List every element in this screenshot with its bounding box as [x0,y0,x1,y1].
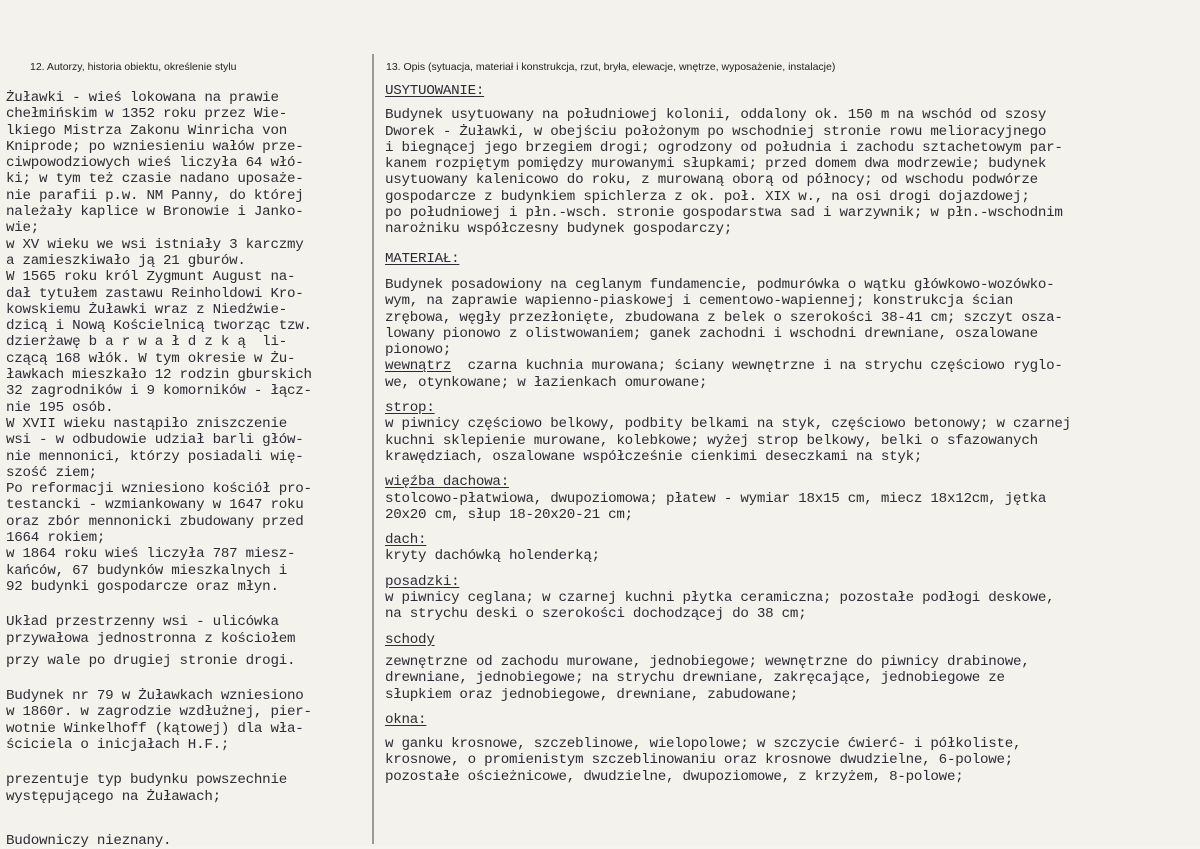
text-line: w XV wieku we wsi istniały 3 karczmy [6,236,304,253]
section-title-usytuowanie: USYTUOWANIE: [385,83,485,99]
text-line: szość ziem; [6,464,97,481]
text-line: w piwnicy ceglana; w czarnej kuchni płytka ceramiczna; pozostałe podłogi deskowe, [385,590,1055,607]
text-line: słupkiem oraz jednobiegowe, drewniane, zabudowane; [385,686,799,703]
section-title-schody: schody [385,631,435,648]
okna-text [385,736,1197,785]
text-line: 20x20 cm, słup 18-20x20-21 cm; [385,506,633,523]
text-line: ciwpowodziowych wieś liczyła 64 włó- [6,155,304,172]
text-line: prezentuje typ budynku powszechnie [6,772,287,789]
text-line: występującego na Żuławach; [6,788,221,805]
type-paragraph [6,772,368,805]
wiezba-text [385,491,1197,524]
text-line: we, otynkowane; w łazienkach omurowane; [385,374,708,391]
village-layout-paragraph [6,614,368,669]
text-line: pozostałe ościeżnicowe, dwudzielne, dwupoziomowe, z krzyżem, 8-polowe; [385,768,964,785]
schody-text [385,654,1197,703]
text-line: W 1565 roku król Zygmunt August na- [6,269,296,286]
text-line: 92 budynki gospodarcze oraz młyn. [6,578,279,595]
text-line: chełmińskim w 1352 roku przez Wie- [6,106,287,123]
text-line: 1664 rokiem; [6,530,106,547]
section-title-posadzki: posadzki: [385,573,460,590]
section-title-dach: dach: [385,532,427,549]
text-line: czącą 168 włók. W tym okresie w Żu- [6,350,296,367]
text-line: 32 zagrodników i 9 komorników - łącz- [6,383,312,400]
text-line: usytuowany kalenicowo do roku, z murowaną oborą od północy; od wschodu podwórze [385,172,1038,189]
text-line: ki; w tym też czasie nadano uposaże- [6,171,304,188]
text-line: dał tytułem zastawu Reinholdowi Kro- [6,285,304,302]
text-line: Układ przestrzenny wsi - ulicówka [6,614,279,631]
text-line: kanem rozpiętym pomiędzy murowanymi słupkami; przed domem dwa modrzewie; budynek [385,156,1047,173]
text-line: krawędziach, oszalowane współcześnie cienkimi deseczkami na styk; [385,448,923,465]
building-paragraph [6,688,368,753]
section-title-material: MATERIAŁ: [385,250,460,267]
text-line: w ganku krosnowe, szczeblinowe, wielopolowe; w szczycie ćwierć- i półkoliste, [385,736,1022,753]
inside-label: wewnątrz [385,358,452,375]
text-line: narożniku współczesny budynek gospodarczy; [385,221,733,238]
text-line: po południowej i płn.-wsch. stronie gospodarstwa sad i warzywnik; w płn.-wschodnim [385,205,1063,222]
text-line: a zamieszkiwało ją 21 gburów. [6,252,246,269]
text-line: przy wale po drugiej stronie drogi. [6,652,296,669]
section-title-wiezba: więźba dachowa: [385,474,509,491]
text-line: i biegnącej jego brzegiem drogi; ogrodzony od południa i zachodu sztachetowym par- [385,139,1063,156]
description-column [385,83,1197,785]
text-line: ławkach mieszkało 12 rodzin gburskich [6,367,312,384]
text-line: gospodarcze z budynkiem spichlerza z ok. poł. XIX w., na osi drogi dojazdowej; [385,188,1030,205]
text-line: Budynek nr 79 w Żuławkach wzniesiono [6,688,304,705]
text-line: kuchni sklepienie murowane, kolebkowe; wyżej strop belkowy, belki o sfazowanych [385,432,1038,449]
text-line: wsi - w odbudowie udział barli głów- [6,432,304,449]
text-line: zrębowa, węgły przezłonięte, zbudowana z belek o szerokości 38-41 cm; szczyt osza- [385,309,1063,326]
section-13-header: 13. Opis (sytuacja, materiał i konstrukcja, rzut, bryła, elewacje, wnętrze, wyposażenie, instalacje) [386,61,836,73]
text-line: kańców, 67 budynków mieszkalnych i [6,562,287,579]
section-12-header: 12. Autorzy, historia obiektu, określenie stylu [30,61,237,73]
text-line: Żuławki - wieś lokowana na prawie [6,90,279,106]
section-title-strop: strop: [385,400,435,417]
text-line: przywałowa jednostronna z kościołem [6,630,296,647]
text-line: Kniprode; po wzniesieniu wałów prze- [6,138,304,155]
text-line: Budynek posadowiony na ceglanym fundamencie, podmurówka o wątku główkowo-wozówko- [385,276,1055,293]
text-line: Po reformacji wzniesiono kościół pro- [6,481,312,498]
text-line: Budynek usytuowany na południowej kolonii, oddalony ok. 150 m na wschód od szosy [385,107,1047,124]
text-line: Dworek - Żuławki, w obejściu położonym po wschodniej stronie rowu melioracyjnego [385,123,1047,140]
text-line: kowskiemu Żuławki wraz z Niedźwie- [6,301,287,318]
text-line: w 1860r. w zagrodzie wzdłużnej, pier- [6,704,312,721]
strop-text [385,416,1197,465]
text-line: dzierżawę b a r w a ł d z k ą li- [6,334,287,351]
text-line: testancki - wzmiankowany w 1647 roku [6,497,304,514]
text-line: oraz zbór mennonicki zbudowany przed [6,513,304,530]
text-line: na strychu deski o szerokości dochodzącej do 38 cm; [385,606,807,623]
section-title-okna: okna: [385,711,427,728]
text-line: lkiego Mistrza Zakonu Winricha von [6,122,287,139]
text-line: należały kaplice w Bronowie i Janko- [6,204,304,221]
text-line: wym, na zaprawie wapienno-piaskowej i cementowo-wapiennej; konstrukcja ścian [385,293,1014,310]
text-line: nie mennonici, którzy posiadali wię- [6,448,304,465]
history-column [6,90,368,849]
text-line: stolcowo-płatwiowa, dwupoziomowa; płatew - wymiar 18x15 cm, miecz 18x12cm, jętka [385,490,1047,507]
dach-text [385,548,1197,564]
text-line: wie; [6,220,40,237]
text-line: w 1864 roku wieś liczyła 787 miesz- [6,546,296,563]
text-line: nie parafii p.w. NM Panny, do której [6,187,304,204]
text-line: czarna kuchnia murowana; ściany wewnętrzne i na strychu częściowo ryglo- [451,358,1063,375]
text-line: W XVII wieku nastąpiło zniszczenie [6,415,287,432]
text-line: zewnętrzne od zachodu murowane, jednobiegowe; wewnętrzne do piwnicy drabinowe, [385,653,1030,670]
text-line: lowany pionowo z olistwowaniem; ganek zachodni i wschodni drewniane, oszalowane [385,325,1038,342]
builder-line: Budowniczy nieznany. [6,832,172,849]
text-line: kryty dachówką holenderką; [385,548,600,565]
text-line: wotnie Winkelhoff (kątowej) dla wła- [6,720,304,737]
material-text [385,277,1197,391]
text-line: dzicą i Nową Kościelnicą tworząc tzw. [6,318,312,335]
text-line: pionowo; [385,342,452,359]
column-divider [372,54,374,844]
text-line: nie 195 osób. [6,399,114,416]
usytuowanie-text [385,107,1197,237]
posadzki-text [385,590,1197,623]
text-line: w piwnicy częściowo belkowy, podbity belkami na styk, częściowo betonowy; w czarnej [385,416,1071,433]
text-line: drewniane, jednobiegowe; na strychu drewniane, zakręcające, jednobiegowe ze [385,670,1005,687]
text-line: krosnowe, o promienistym szczeblinowaniu oraz krosnowe dwudzielne, 6-polowe; [385,752,1014,769]
text-line: ściciela o inicjałach H.F.; [6,736,230,753]
history-paragraph [6,90,368,595]
